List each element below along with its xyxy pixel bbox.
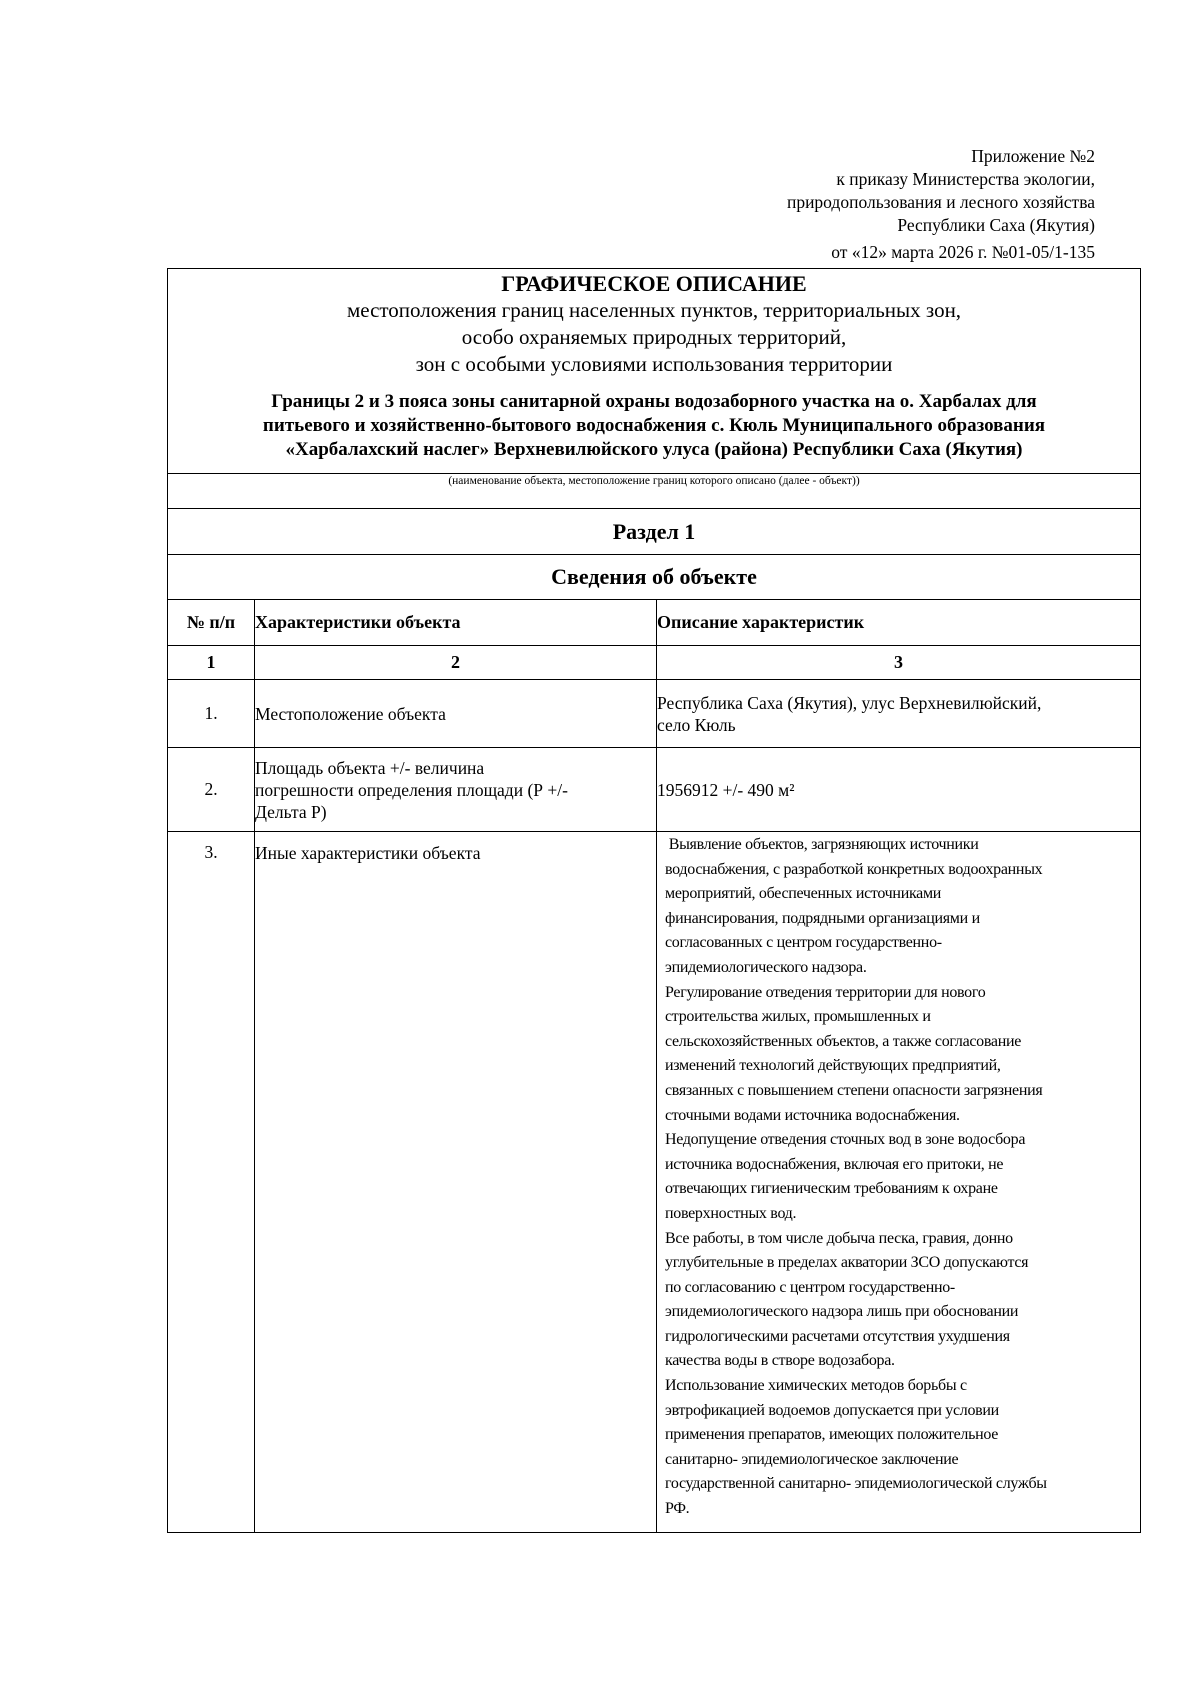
description-line: Использование химических методов борьбы с bbox=[665, 1377, 967, 1395]
description-line: связанных с повышением степени опасности загрязнения bbox=[665, 1081, 1043, 1099]
description-line: водоснабжения, с разработкой конкретных водоохранных bbox=[665, 860, 1043, 878]
object-caption: (наименование объекта, местоположение границ которого описано (далее - объект)) bbox=[168, 474, 1141, 509]
document-title: ГРАФИЧЕСКОЕ ОПИСАНИЕ bbox=[501, 271, 807, 296]
description-line: сточными водами источника водоснабжения. bbox=[665, 1106, 960, 1124]
description-line: Регулирование отведения территории для нового bbox=[665, 983, 986, 1001]
description-line: эпидемиологического надзора. bbox=[665, 958, 867, 976]
characteristic-line: погрешности определения площади (Р +/- bbox=[255, 779, 568, 800]
header-characteristic: Характеристики объекта bbox=[255, 600, 657, 646]
appendix-line: к приказу Министерства экологии, bbox=[836, 169, 1095, 189]
header-num: № п/п bbox=[168, 600, 255, 646]
appendix-block bbox=[495, 145, 1095, 264]
description-line: строительства жилых, промышленных и bbox=[665, 1008, 931, 1026]
object-name-line: Границы 2 и 3 пояса зоны санитарной охраны водозаборного участка на о. Харбалах для bbox=[271, 391, 1037, 412]
description-line: отвечающих гигиеническим требованиям к охране bbox=[665, 1180, 998, 1198]
description-line: источника водоснабжения, включая его притоки, не bbox=[665, 1155, 1004, 1173]
row-number: 3. bbox=[168, 832, 255, 1533]
table-row bbox=[168, 748, 1141, 832]
appendix-line: природопользования и лесного хозяйства bbox=[786, 192, 1095, 212]
description-line: санитарно- эпидемиологическое заключение bbox=[665, 1450, 959, 1468]
description-line: Выявление объектов, загрязняющих источники bbox=[665, 836, 979, 853]
row-number: 1. bbox=[168, 680, 255, 748]
characteristic-line: Площадь объекта +/- величина bbox=[255, 757, 485, 778]
description-line: применения препаратов, имеющих положительное bbox=[665, 1426, 999, 1444]
description-line: финансирования, подрядными организациями и bbox=[665, 909, 980, 927]
row-description bbox=[657, 680, 1141, 748]
column-number: 3 bbox=[657, 646, 1141, 680]
table-row bbox=[168, 832, 1141, 1533]
characteristic-line: Дельта Р) bbox=[255, 801, 327, 822]
appendix-line: Республики Саха (Якутия) bbox=[897, 215, 1095, 235]
row-characteristic: Иные характеристики объекта bbox=[255, 832, 657, 1533]
row-characteristic bbox=[255, 748, 657, 832]
description-line: Республика Саха (Якутия), улус Верхневилюйский, bbox=[657, 692, 1042, 713]
table-row bbox=[168, 680, 1141, 748]
description-line: качества воды в створе водозабора. bbox=[665, 1352, 895, 1370]
column-number: 1 bbox=[168, 646, 255, 680]
description-line: село Кюль bbox=[657, 714, 736, 735]
description-line: Недопущение отведения сточных вод в зоне водосбора bbox=[665, 1131, 1026, 1149]
header-description: Описание характеристик bbox=[657, 600, 1141, 646]
document-header-cell bbox=[168, 269, 1141, 474]
description-line: эпидемиологического надзора лишь при обосновании bbox=[665, 1303, 1019, 1321]
description-line: изменений технологий действующих предприятий, bbox=[665, 1057, 1001, 1075]
document-subtitle-line: особо охраняемых природных территорий, bbox=[461, 325, 847, 349]
document-subtitle-line: зон с особыми условиями использования территории bbox=[415, 352, 893, 376]
row-description bbox=[657, 832, 1141, 1533]
description-line: по согласованию с центром государственно- bbox=[665, 1278, 955, 1296]
row-number: 2. bbox=[168, 748, 255, 832]
description-line: гидрологическими расчетами отсутствия ухудшения bbox=[665, 1327, 1010, 1345]
description-line: мероприятий, обеспеченных источниками bbox=[665, 885, 942, 903]
object-name-line: питьевого и хозяйственно-бытового водоснабжения с. Кюль Муниципального образования bbox=[262, 415, 1046, 436]
object-name-line: «Харбалахский наслег» Верхневилюйского улуса (района) Республики Саха (Якутия) bbox=[285, 439, 1023, 460]
document-subtitle-line: местоположения границ населенных пунктов, территориальных зон, bbox=[346, 298, 962, 322]
column-number: 2 bbox=[255, 646, 657, 680]
description-line: Все работы, в том числе добыча песка, гравия, донно bbox=[665, 1229, 1013, 1247]
description-line: углубительные в пределах акватории ЗСО допускаются bbox=[665, 1254, 1029, 1272]
description-line: сельскохозяйственных объектов, а также согласование bbox=[665, 1032, 1022, 1050]
description-line: государственной санитарно- эпидемиологической службы bbox=[665, 1475, 1047, 1493]
appendix-line: Приложение №2 bbox=[971, 146, 1095, 166]
description-line: РФ. bbox=[665, 1500, 690, 1518]
description-line: поверхностных вод. bbox=[665, 1204, 797, 1222]
description-line: эвтрофикацией водоемов допускается при условии bbox=[665, 1401, 999, 1419]
section-title: Раздел 1 bbox=[168, 509, 1141, 555]
object-name bbox=[168, 390, 1140, 462]
row-characteristic: Местоположение объекта bbox=[255, 680, 657, 748]
section-subtitle: Сведения об объекте bbox=[168, 555, 1141, 600]
description-line: согласованных с центром государственно- bbox=[665, 934, 942, 952]
document-table bbox=[167, 268, 1141, 1533]
row-description: 1956912 +/- 490 м² bbox=[657, 748, 1141, 832]
appendix-line: от «12» марта 2026 г. №01-05/1-135 bbox=[831, 242, 1095, 262]
